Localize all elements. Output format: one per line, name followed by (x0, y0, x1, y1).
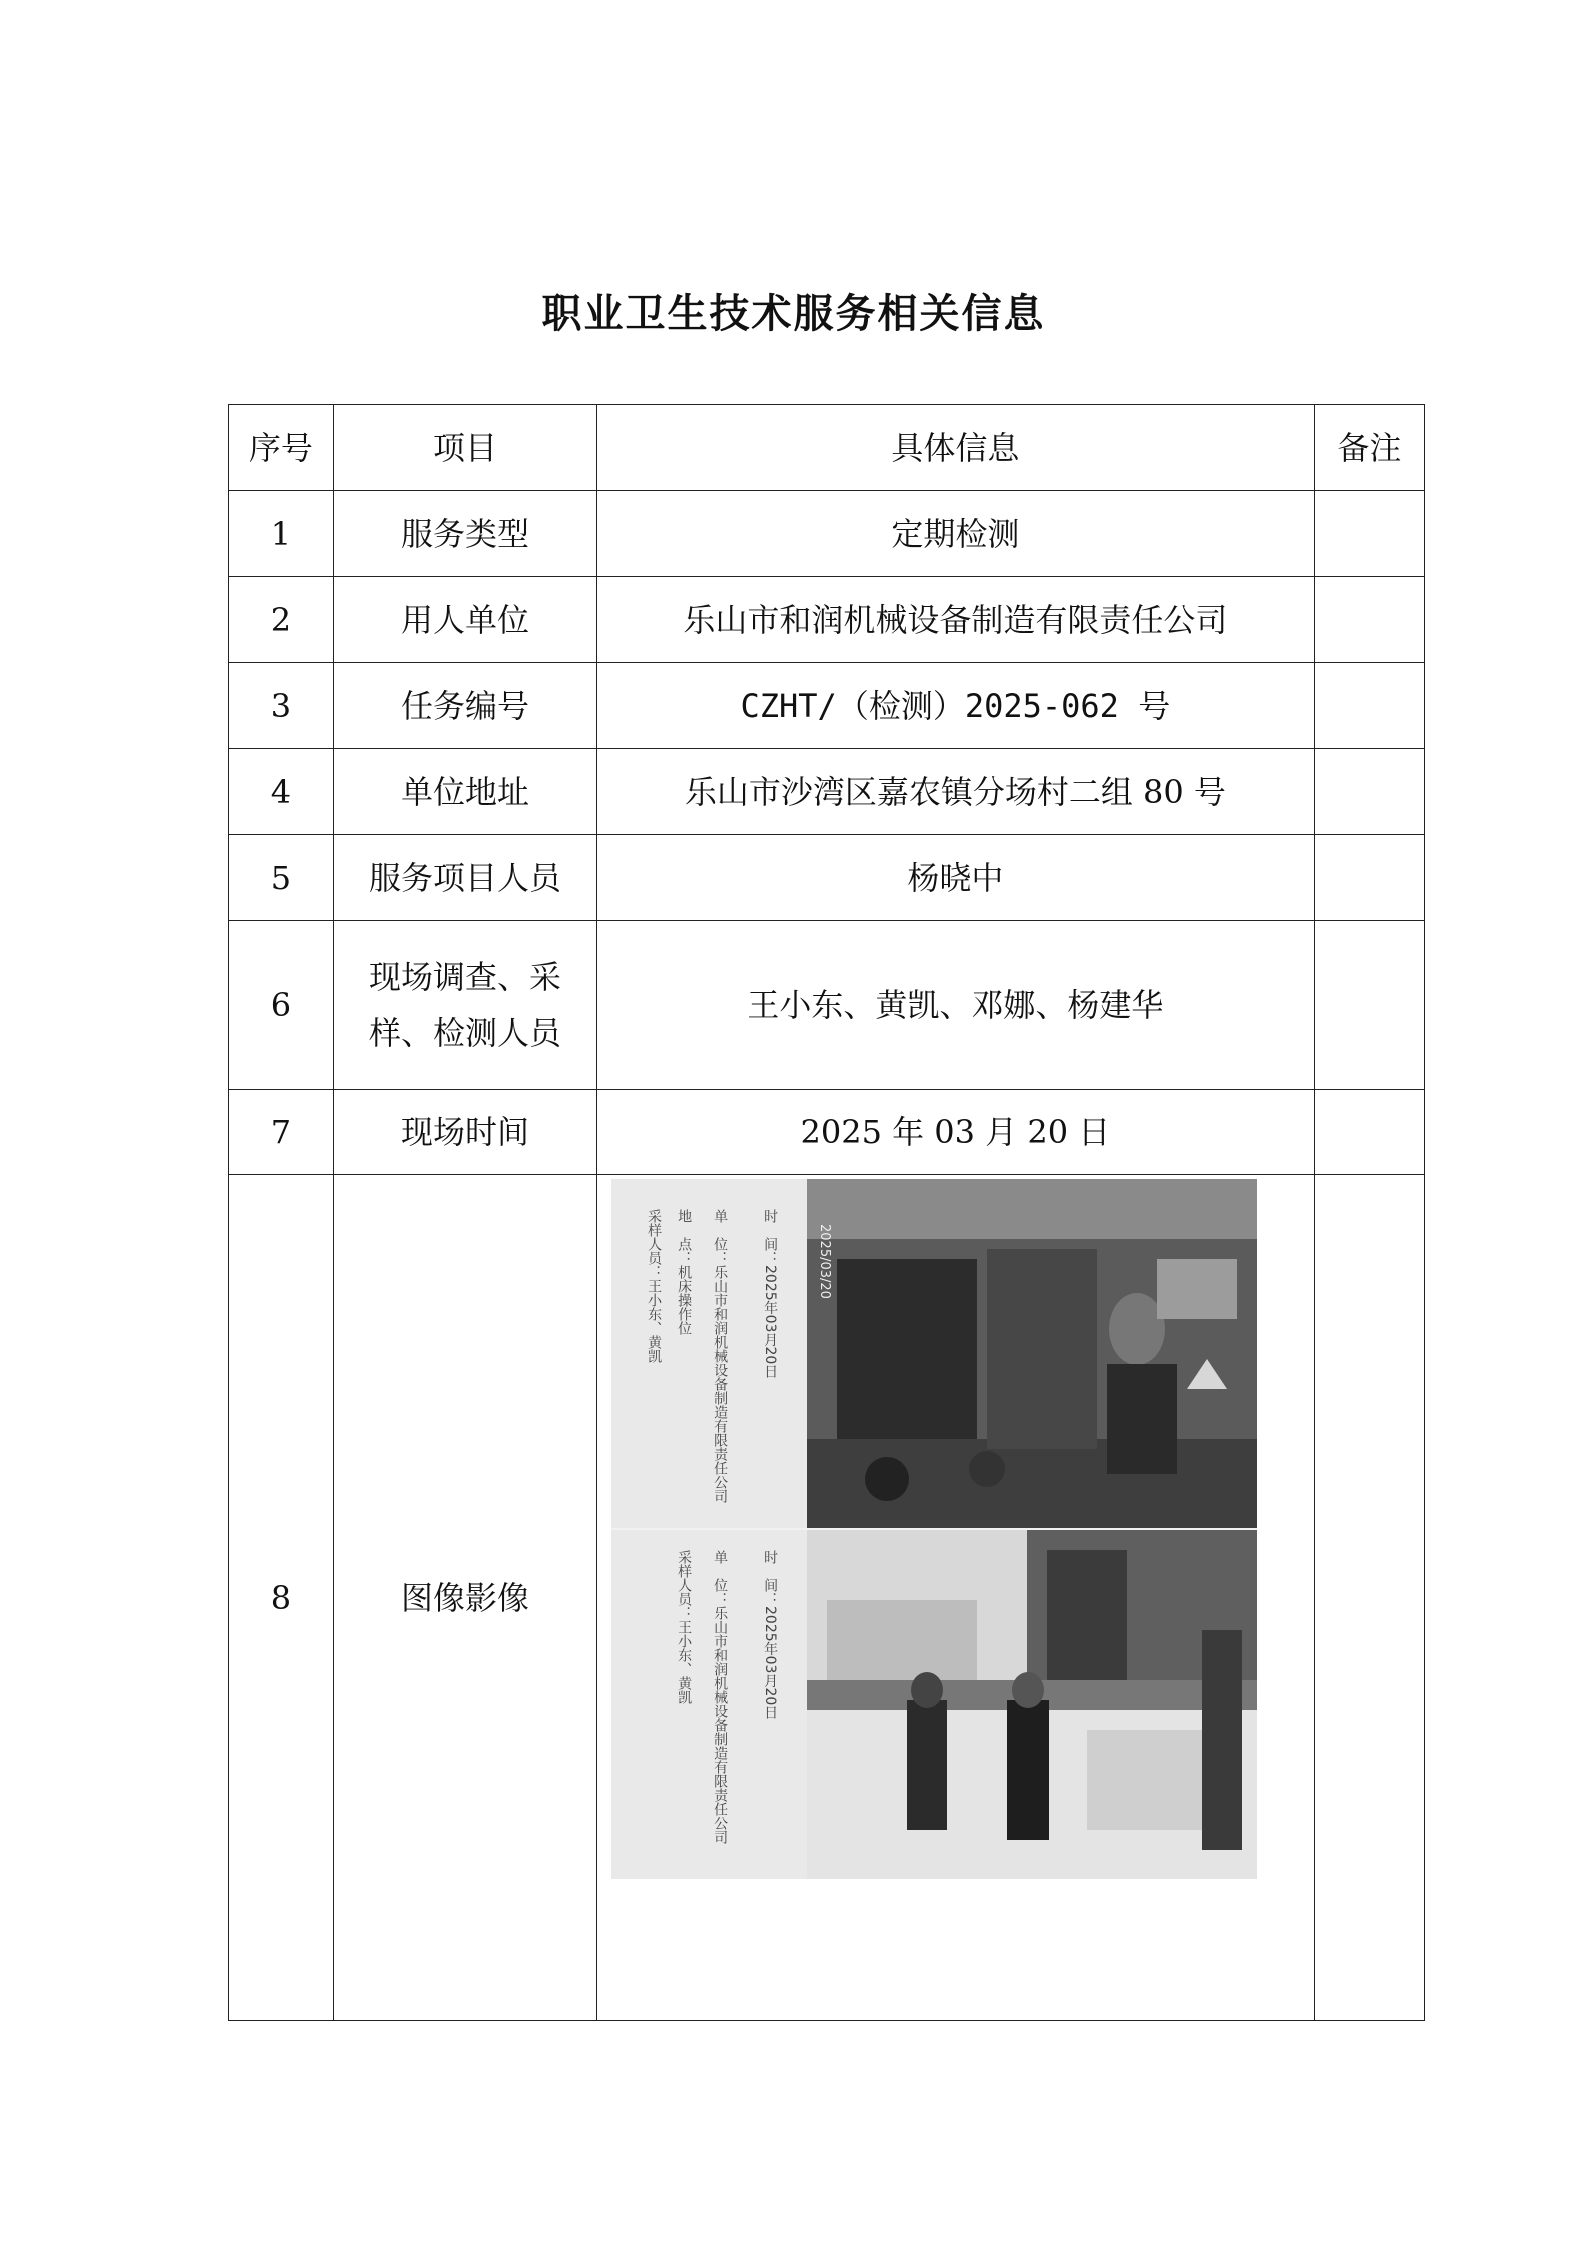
row-item: 任务编号 (333, 663, 596, 749)
site-photo-top (611, 1179, 1257, 1528)
row-item: 服务项目人员 (333, 835, 596, 921)
photo-caption-line: 时 间：2025年03月20日 (762, 1550, 779, 1720)
row-detail: 杨晓中 (597, 835, 1315, 921)
row-note (1314, 921, 1424, 1090)
building-scene-image (807, 1530, 1257, 1879)
table-row (229, 749, 1425, 835)
workshop-scene-image (807, 1179, 1257, 1528)
table-row (229, 577, 1425, 663)
table-row (229, 835, 1425, 921)
row-detail: CZHT/（检测）2025-062 号 (597, 663, 1315, 749)
row-item: 图像影像 (333, 1175, 596, 2021)
photo-caption-strip (611, 1530, 807, 1879)
row-no: 1 (229, 491, 334, 577)
row-detail: 定期检测 (597, 491, 1315, 577)
photo-timestamp: 2025/03/20 (817, 1224, 833, 1299)
row-note (1314, 577, 1424, 663)
row-item: 服务类型 (333, 491, 596, 577)
row-note (1314, 749, 1424, 835)
row-no: 3 (229, 663, 334, 749)
photo-caption-line: 单 位：乐山市和润机械设备制造有限责任公司 (712, 1550, 729, 1844)
photo-caption-line: 地 点：机床操作位 (676, 1209, 693, 1335)
row-note (1314, 835, 1424, 921)
row-detail: 乐山市和润机械设备制造有限责任公司 (597, 577, 1315, 663)
table-row (229, 491, 1425, 577)
row-detail: 王小东、黄凯、邓娜、杨建华 (597, 921, 1315, 1090)
row-no: 4 (229, 749, 334, 835)
photo-caption-line: 时 间：2025年03月20日 (762, 1209, 779, 1379)
row-note (1314, 663, 1424, 749)
table-row (229, 1175, 1425, 2021)
row-note (1314, 1175, 1424, 2021)
site-photo-bottom (611, 1530, 1257, 1879)
photo-caption-line: 采样人员：王小东、黄凯 (646, 1209, 663, 1363)
header-detail: 具体信息 (597, 405, 1315, 491)
row-item: 现场时间 (333, 1090, 596, 1175)
page-title: 职业卫生技术服务相关信息 (541, 291, 1046, 337)
table-row (229, 663, 1425, 749)
header-no: 序号 (229, 405, 334, 491)
photo-caption-line: 采样人员：王小东、黄凯 (676, 1550, 693, 1704)
table-row (229, 921, 1425, 1090)
photo-cell (597, 1175, 1315, 2021)
row-detail: 乐山市沙湾区嘉农镇分场村二组 80 号 (597, 749, 1315, 835)
row-note (1314, 1090, 1424, 1175)
row-no: 8 (229, 1175, 334, 2021)
row-detail: 2025 年 03 月 20 日 (597, 1090, 1315, 1175)
row-no: 2 (229, 577, 334, 663)
row-no: 6 (229, 921, 334, 1090)
row-item: 用人单位 (333, 577, 596, 663)
photo-caption-line: 单 位：乐山市和润机械设备制造有限责任公司 (712, 1209, 729, 1503)
table-header-row (229, 405, 1425, 491)
row-no: 5 (229, 835, 334, 921)
row-no: 7 (229, 1090, 334, 1175)
header-item: 项目 (333, 405, 596, 491)
info-table (228, 404, 1425, 2021)
photo-caption-strip (611, 1179, 807, 1528)
table-row (229, 1090, 1425, 1175)
row-note (1314, 491, 1424, 577)
row-item: 现场调查、采样、检测人员 (333, 921, 596, 1090)
site-photo (611, 1179, 1257, 1879)
row-item: 单位地址 (333, 749, 596, 835)
header-note: 备注 (1314, 405, 1424, 491)
